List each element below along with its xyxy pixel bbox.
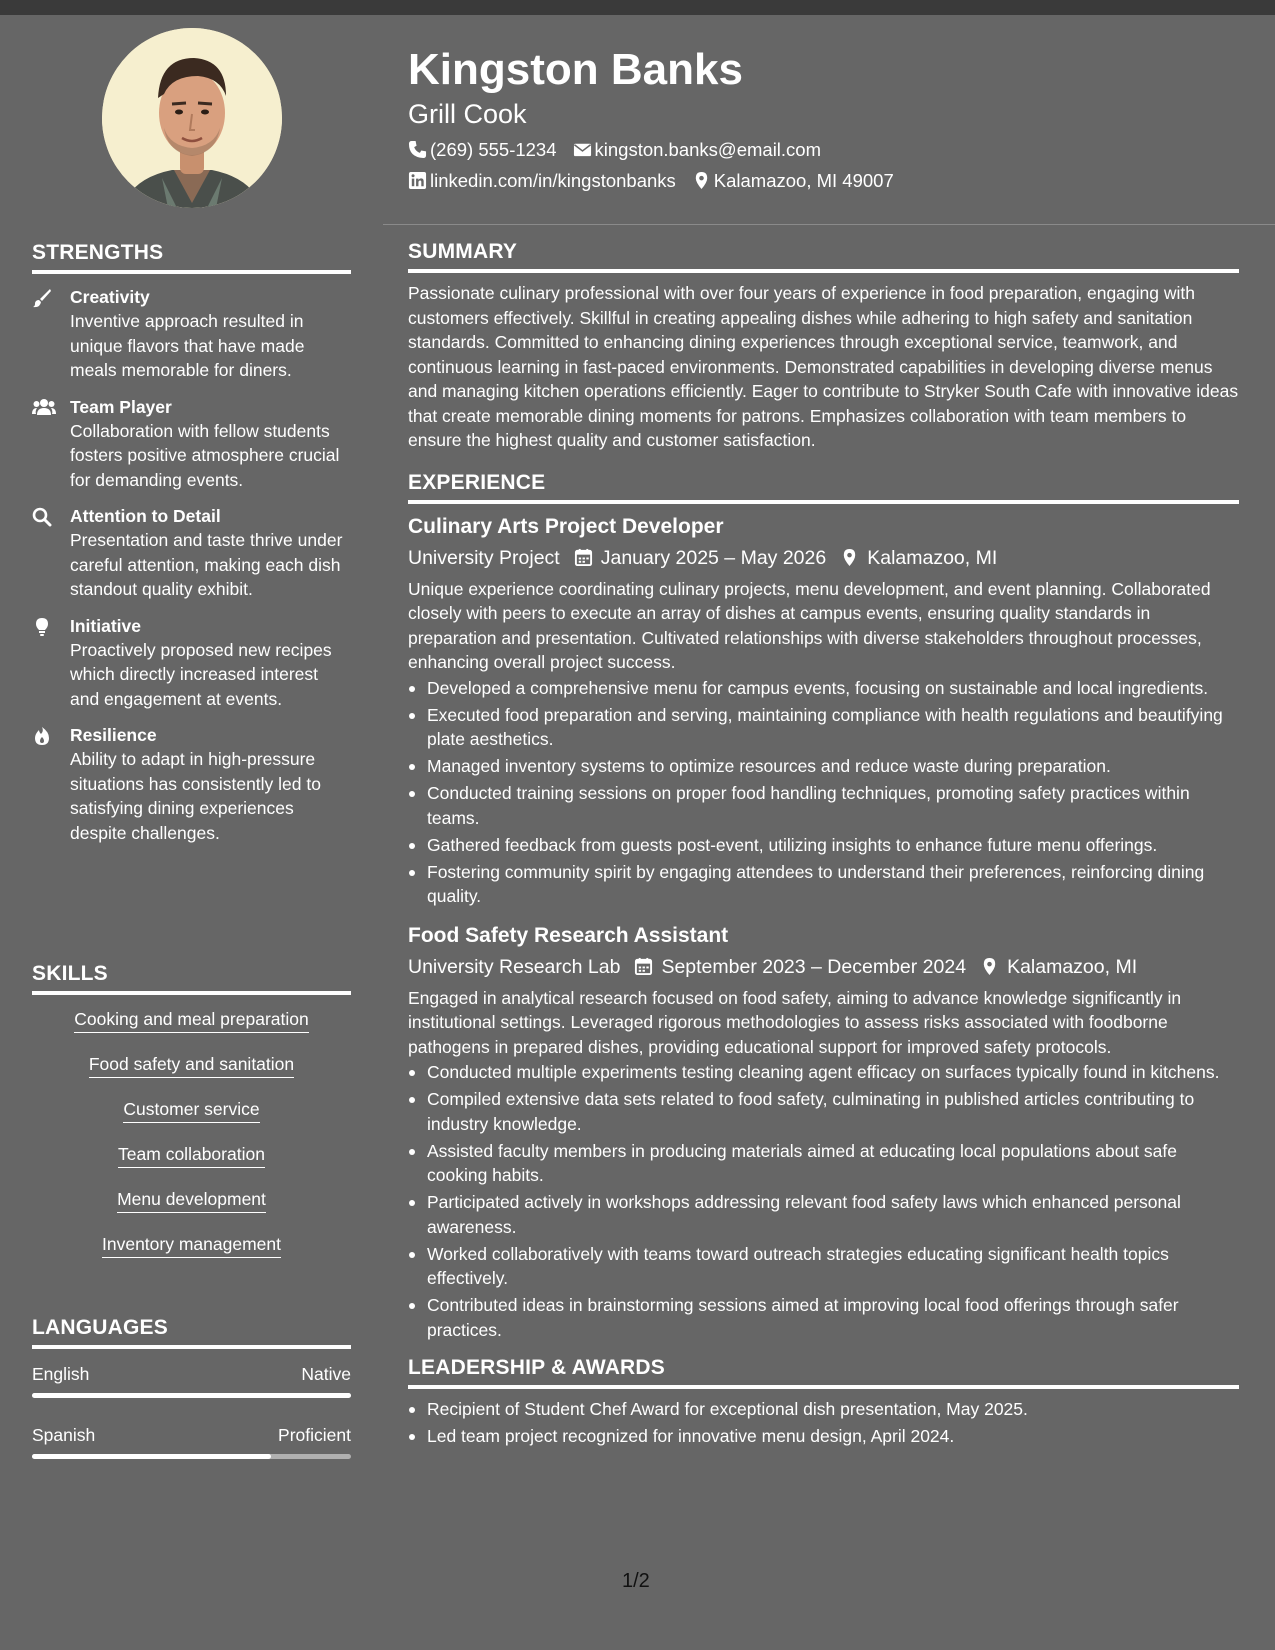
fire-icon xyxy=(32,726,56,746)
language-name: English xyxy=(32,1364,90,1384)
job-bullet: Gathered feedback from guests post-event, utilizing insights to enhance future menu offerings. xyxy=(408,833,1239,858)
strength-description: Presentation and taste thrive under careful attention, making each dish standout quality exhibit. xyxy=(70,530,343,599)
map-pin-icon xyxy=(840,548,859,567)
map-pin-icon xyxy=(692,171,711,190)
search-icon xyxy=(32,507,56,527)
job-meta xyxy=(408,951,1239,983)
strength-title: Initiative xyxy=(70,615,141,636)
calendar-icon xyxy=(634,957,653,976)
languages-heading: LANGUAGES xyxy=(32,1316,351,1349)
skill-label: Team collaboration xyxy=(118,1142,265,1168)
contact-row xyxy=(408,165,1238,196)
job-location: Kalamazoo, MI xyxy=(867,546,998,569)
strength-title: Attention to Detail xyxy=(70,506,221,526)
profile-photo xyxy=(102,28,282,208)
job-entry xyxy=(408,921,1239,1343)
lightbulb-icon xyxy=(32,617,56,637)
language-item xyxy=(32,1422,351,1459)
summary-text: Passionate culinary professional with over four years of experience in food preparation, engaging with customers effectively. Skillful in creating appealing dishes while adhering to high safety and sanitation standards. Committed to enhancing dining experiences through exceptional service, teamwork, and continuous learning in fast-paced environments. Demonstrated capabilities in developing diverse menus and managing kitchen operations efficiently. Eager to contribute to Stryker South Cafe with innovative ideas that create memorable dining moments for patrons. Emphasizes collaboration with team members to ensure the highest quality and customer satisfaction. xyxy=(408,283,1239,450)
top-bar xyxy=(0,0,1275,15)
award-item: Led team project recognized for innovative menu design, April 2024. xyxy=(408,1424,1239,1449)
skills-heading: SKILLS xyxy=(32,962,351,995)
awards-bullets xyxy=(408,1397,1239,1449)
skill-item xyxy=(32,1142,351,1187)
job-bullet: Worked collaboratively with teams toward outreach strategies educating significant health topics effectively. xyxy=(408,1242,1239,1291)
strength-item xyxy=(32,396,351,493)
strength-description: Collaboration with fellow students fosters positive atmosphere crucial for demanding events. xyxy=(70,420,340,490)
language-proficiency-fill xyxy=(32,1454,271,1459)
job-bullet: Conducted multiple experiments testing cleaning agent efficacy on surfaces typically found in kitchens. xyxy=(408,1060,1239,1085)
job-title: Culinary Arts Project Developer xyxy=(408,514,724,538)
strength-description: Proactively proposed new recipes which directly increased interest and engagement at events. xyxy=(70,639,332,709)
job-bullet: Fostering community spirit by engaging attendees to understand their preferences, reinforcing dining quality. xyxy=(408,860,1239,909)
language-level: Native xyxy=(301,1364,351,1384)
main-content xyxy=(408,240,1239,1451)
job-location: Kalamazoo, MI xyxy=(1007,955,1138,978)
strength-item xyxy=(32,286,351,383)
phone-text: (269) 555-1234 xyxy=(430,139,557,160)
job-bullets xyxy=(408,1060,1239,1342)
strengths-heading: STRENGTHS xyxy=(32,241,351,274)
awards-heading: LEADERSHIP & AWARDS xyxy=(408,1356,1239,1389)
envelope-icon xyxy=(573,140,592,159)
job-title: Food Safety Research Assistant xyxy=(408,923,729,947)
strength-item xyxy=(32,724,351,845)
language-proficiency-bar xyxy=(32,1454,351,1459)
skills-section xyxy=(32,962,351,1277)
language-proficiency-fill xyxy=(32,1393,351,1398)
language-proficiency-bar xyxy=(32,1393,351,1398)
summary-section xyxy=(408,240,1239,453)
job-bullet: Contributed ideas in brainstorming sessions aimed at improving local food offerings through safer practices. xyxy=(408,1293,1239,1342)
job-bullet: Executed food preparation and serving, maintaining compliance with health regulations and beautifying plate aesthetics. xyxy=(408,703,1239,752)
job-dates: January 2025 – May 2026 xyxy=(600,546,827,569)
summary-heading: SUMMARY xyxy=(408,240,1239,273)
linkedin-link[interactable]: linkedin.com/in/kingstonbanks xyxy=(430,170,676,191)
job-bullet: Compiled extensive data sets related to food safety, culminating in published articles contributing to industry knowledge. xyxy=(408,1087,1239,1136)
skill-item xyxy=(32,1232,351,1277)
linkedin-icon xyxy=(408,171,427,190)
language-level: Proficient xyxy=(278,1425,351,1445)
job-description: Engaged in analytical research focused on food safety, aiming to advance knowledge significantly in institutional settings. Leveraged rigorous methodologies to assess risks associated with foodborne pathogens in prepared dishes, providing educational support for improved safety protocols. xyxy=(408,987,1182,1057)
skill-label: Cooking and meal preparation xyxy=(74,1007,308,1033)
experience-section xyxy=(408,471,1239,1343)
skill-label: Food safety and sanitation xyxy=(89,1052,294,1078)
page-number: 1/2 xyxy=(622,1570,650,1592)
strength-title: Team Player xyxy=(70,396,172,417)
location-contact xyxy=(692,165,894,196)
skill-label: Customer service xyxy=(123,1097,259,1123)
users-icon xyxy=(32,398,56,418)
candidate-title: Grill Cook xyxy=(408,99,527,129)
strengths-section xyxy=(32,241,351,858)
job-dates: September 2023 – December 2024 xyxy=(661,955,967,978)
linkedin-contact[interactable] xyxy=(408,165,676,196)
skill-item xyxy=(32,1187,351,1232)
job-description: Unique experience coordinating culinary projects, menu development, and event planning. Collaborated closely with peers to execute an array of dishes at campus events, ensuring quality standards in preparation and presentation. Cultivated relationships with diverse stakeholders throughout processes, enhancing overall project success. xyxy=(408,578,1211,672)
map-pin-icon xyxy=(980,957,999,976)
candidate-name: Kingston Banks xyxy=(408,45,743,94)
language-name: Spanish xyxy=(32,1425,96,1445)
phone-icon xyxy=(408,140,427,159)
job-bullet: Assisted faculty members in producing materials aimed at educating local populations about safe cooking habits. xyxy=(408,1139,1239,1188)
experience-heading: EXPERIENCE xyxy=(408,471,1239,504)
job-organization: University Research Lab xyxy=(408,955,621,978)
languages-section xyxy=(32,1316,351,1483)
language-item xyxy=(32,1361,351,1398)
phone-contact xyxy=(408,134,557,165)
job-organization: University Project xyxy=(408,546,560,569)
email-link[interactable]: kingston.banks@email.com xyxy=(594,139,822,160)
strength-title: Creativity xyxy=(70,287,150,307)
job-meta xyxy=(408,542,1239,574)
location-text: Kalamazoo, MI 49007 xyxy=(713,170,894,191)
strength-item xyxy=(32,615,351,712)
job-bullet: Developed a comprehensive menu for campus events, focusing on sustainable and local ingredients. xyxy=(408,676,1239,701)
skill-label: Menu development xyxy=(117,1187,266,1213)
award-item: Recipient of Student Chef Award for exceptional dish presentation, May 2025. xyxy=(408,1397,1239,1422)
strength-title: Resilience xyxy=(70,725,157,745)
brush-icon xyxy=(32,288,56,308)
resume-header xyxy=(408,40,1238,196)
contact-row xyxy=(408,134,1238,165)
job-bullet: Participated actively in workshops addressing relevant food safety laws which enhanced personal awareness. xyxy=(408,1190,1239,1239)
job-bullets xyxy=(408,676,1239,909)
job-bullet: Managed inventory systems to optimize resources and reduce waste during preparation. xyxy=(408,754,1239,779)
header-divider xyxy=(383,224,1275,225)
calendar-icon xyxy=(574,548,593,567)
email-contact[interactable] xyxy=(573,134,822,165)
awards-section xyxy=(408,1356,1239,1449)
skill-item xyxy=(32,1007,351,1052)
strength-item xyxy=(32,505,351,602)
skill-item xyxy=(32,1097,351,1142)
strength-description: Ability to adapt in high-pressure situations has consistently led to satisfying dining experiences despite challenges. xyxy=(70,749,321,843)
job-entry xyxy=(408,512,1239,909)
strength-description: Inventive approach resulted in unique flavors that have made meals memorable for diners. xyxy=(70,311,305,380)
job-bullet: Conducted training sessions on proper food handling techniques, promoting safety practices within teams. xyxy=(408,781,1239,830)
skill-label: Inventory management xyxy=(102,1232,281,1258)
skill-item xyxy=(32,1052,351,1097)
